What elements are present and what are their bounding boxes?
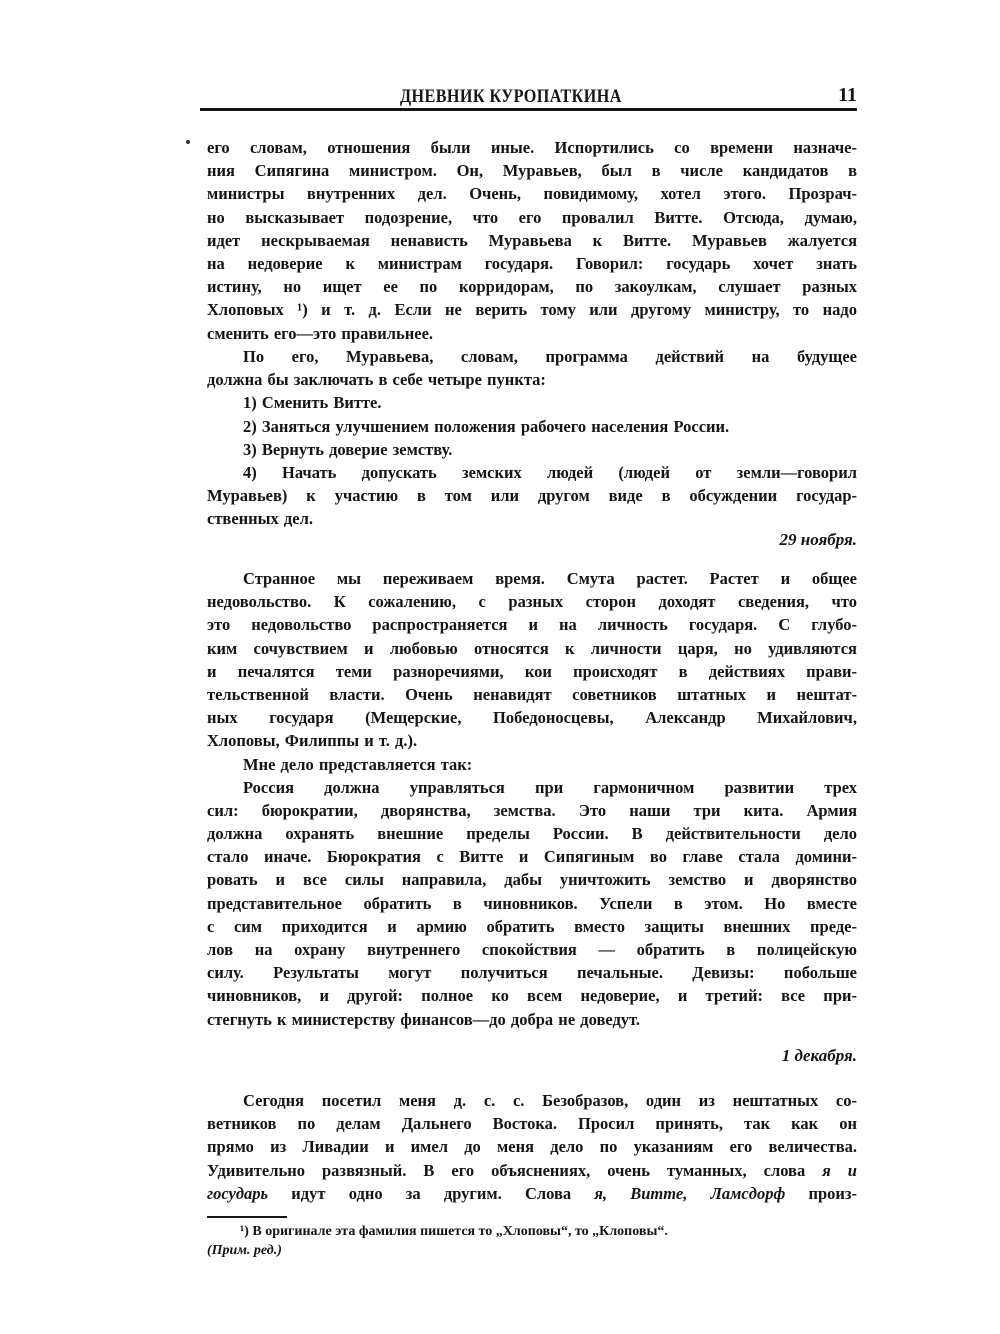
date-heading: 1 декабря. xyxy=(781,1046,857,1065)
line-text: должна охранять внешние пределы России. В действительности дело xyxy=(207,824,857,844)
line-text: ственных дел. xyxy=(207,509,313,529)
text-line xyxy=(207,461,857,484)
line-text: идут одно за другим. Слова xyxy=(291,1183,572,1203)
text-line xyxy=(207,660,857,683)
line-text: но высказывает подозрение, что его провалил Витте. Отсюда, думаю, xyxy=(207,207,857,227)
text-line xyxy=(207,1135,857,1158)
running-title: ДНЕВНИК КУРОПАТКИНА xyxy=(400,86,622,107)
paragraph xyxy=(207,1089,857,1205)
text-line xyxy=(207,590,857,613)
paragraph-program xyxy=(207,345,857,531)
text-line xyxy=(207,1159,857,1182)
text-line xyxy=(207,984,857,1007)
line-text: По его, Муравьева, словам, программа действий на будущее xyxy=(243,347,857,366)
text-line xyxy=(207,637,857,660)
text-line xyxy=(207,753,857,776)
line-text: недовольство. К сожалению, с разных сторон доходят сведения, что xyxy=(207,592,857,612)
line-text: идет нескрываемая ненависть Муравьева к Витте. Муравьев жалуется xyxy=(207,230,857,250)
line-text: 1) Сменить Витте. xyxy=(243,393,382,413)
text-line xyxy=(207,275,857,298)
line-text: лов на охрану внутреннего спокойствия — обратить в полицейскую xyxy=(207,940,857,959)
text-line xyxy=(207,182,857,205)
header-rule xyxy=(200,108,857,111)
text-line xyxy=(207,484,857,507)
text-line xyxy=(207,507,857,530)
line-text: чиновников, и другой: полное ко всем недоверие, и третий: все при- xyxy=(207,986,857,1006)
line-text: Странное мы переживаем время. Смута растет. Растет и общее xyxy=(243,569,857,588)
text-line xyxy=(207,415,857,438)
page-number: 11 xyxy=(838,84,857,106)
text-line xyxy=(207,938,857,961)
text-line xyxy=(207,822,857,845)
line-text: 3) Вернуть доверие земству. xyxy=(243,439,453,459)
line-text: истину, но ищет ее по корридорам, по закоулкам, слушает разных xyxy=(207,277,857,297)
line-text: Россия должна управляться при гармоничном развитии трех xyxy=(243,777,857,797)
text-line xyxy=(207,1112,857,1135)
scan-speck xyxy=(186,140,190,144)
line-text: Сегодня посетил меня д. с. с. Безобразов, один из нештатных со- xyxy=(243,1091,857,1110)
paragraph xyxy=(207,136,857,345)
text-line xyxy=(207,438,857,461)
line-text: ветников по делам Дальнего Востока. Просил принять, так как он xyxy=(207,1114,857,1134)
line-text: ровать и все силы направила, дабы уничтожить земство и дворянство xyxy=(207,870,857,890)
line-text: сил: бюрократии, дворянства, земства. Это наши три кита. Армия xyxy=(207,800,857,820)
text-line xyxy=(207,368,857,391)
line-text: силу. Результаты могут получиться печальные. Девизы: побольше xyxy=(207,963,857,983)
text-line xyxy=(207,868,857,891)
text-line xyxy=(207,391,857,414)
text-line xyxy=(207,892,857,915)
line-text: ния Сипягина министром. Он, Муравьев, был в числе кандидатов в xyxy=(207,161,857,181)
line-text: стало иначе. Бюрократия с Витте и Сипягиным во главе стала домини- xyxy=(207,847,857,867)
text-line xyxy=(207,1089,857,1112)
italic-text: я и xyxy=(822,1160,857,1180)
text-line xyxy=(207,136,857,159)
line-text: ким сочувствием и любовью относятся к личности царя, но удивляются xyxy=(207,638,857,658)
line-text: Хлоповых ¹) и т. д. Если не верить тому или другому министру, то надо xyxy=(207,300,857,320)
line-text: Удивительно развязный. В его объяснениях, очень туманных, слова xyxy=(207,1160,806,1180)
text-line xyxy=(207,252,857,275)
line-text: 4) Начать допускать земских людей (людей от земли—говорил xyxy=(243,462,857,482)
line-text: его словам, отношения были иные. Испортились со времени назначе- xyxy=(207,138,857,157)
paragraph xyxy=(207,567,857,1031)
line-text: стегнуть к министерству финансов—до добра не доведут. xyxy=(207,1009,641,1029)
text-line xyxy=(207,961,857,984)
line-text: 2) Заняться улучшением положения рабочего населения России. xyxy=(243,416,730,436)
text-line xyxy=(207,683,857,706)
text-line xyxy=(207,1182,857,1205)
running-header xyxy=(200,82,857,110)
footnote-rule xyxy=(207,1216,287,1218)
text-line xyxy=(207,706,857,729)
line-text: с сим приходится и армию обратить вместо защиты внешних преде- xyxy=(207,916,857,936)
line-text: должна бы заключать в себе четыре пункта: xyxy=(207,370,546,390)
text-line xyxy=(207,776,857,799)
date-heading: 29 ноября. xyxy=(779,530,857,549)
line-text: Хлоповы, Филиппы и т. д.). xyxy=(207,731,418,751)
text-line xyxy=(207,799,857,822)
footnote-text: ¹) В оригинале эта фамилия пишется то „Хлоповы“, то „Клоповы“. xyxy=(240,1224,668,1239)
text-line xyxy=(207,729,857,752)
line-text: представительное обратить в чиновников. Успели в этом. Но вместе xyxy=(207,893,857,913)
line-text: тельственной власти. Очень ненавидят советников штатных и нештат- xyxy=(207,684,857,704)
line-text: и печалятся теми разноречиями, кои происходят в действиях прави- xyxy=(207,661,857,681)
text-line xyxy=(207,567,857,590)
text-line xyxy=(207,915,857,938)
line-text: это недовольство распространяется и на личность государя. С глубо- xyxy=(207,615,857,635)
text-line xyxy=(207,345,857,368)
line-text: на недоверие к министрам государя. Говорил: государь хочет знать xyxy=(207,253,857,273)
line-text: Мне дело представляется так: xyxy=(243,754,473,774)
italic-text: я, xyxy=(594,1183,608,1203)
italic-text: Витте, xyxy=(630,1183,688,1203)
text-line xyxy=(207,159,857,182)
italic-text: государь xyxy=(207,1183,269,1203)
text-line xyxy=(207,1008,857,1031)
line-text: сменить его—это правильнее. xyxy=(207,323,434,343)
text-line xyxy=(207,322,857,345)
line-text: министры внутренних дел. Очень, повидимому, хотел этого. Прозрач- xyxy=(207,184,857,204)
text-line xyxy=(207,206,857,229)
text-line xyxy=(207,229,857,252)
text-line xyxy=(207,613,857,636)
text-line xyxy=(207,845,857,868)
line-text: ных государя (Мещерские, Победоносцевы, Александр Михайлович, xyxy=(207,708,857,728)
line-text: прямо из Ливадии и имел до меня дело по указаниям его величества. xyxy=(207,1137,857,1157)
footnote-note: (Прим. ред.) xyxy=(207,1243,282,1258)
italic-text: Ламсдорф xyxy=(710,1183,786,1203)
line-text: Муравьев) к участию в том или другом виде в обсуждении государ- xyxy=(207,486,857,506)
line-text: произ- xyxy=(808,1183,858,1203)
text-line xyxy=(207,298,857,321)
